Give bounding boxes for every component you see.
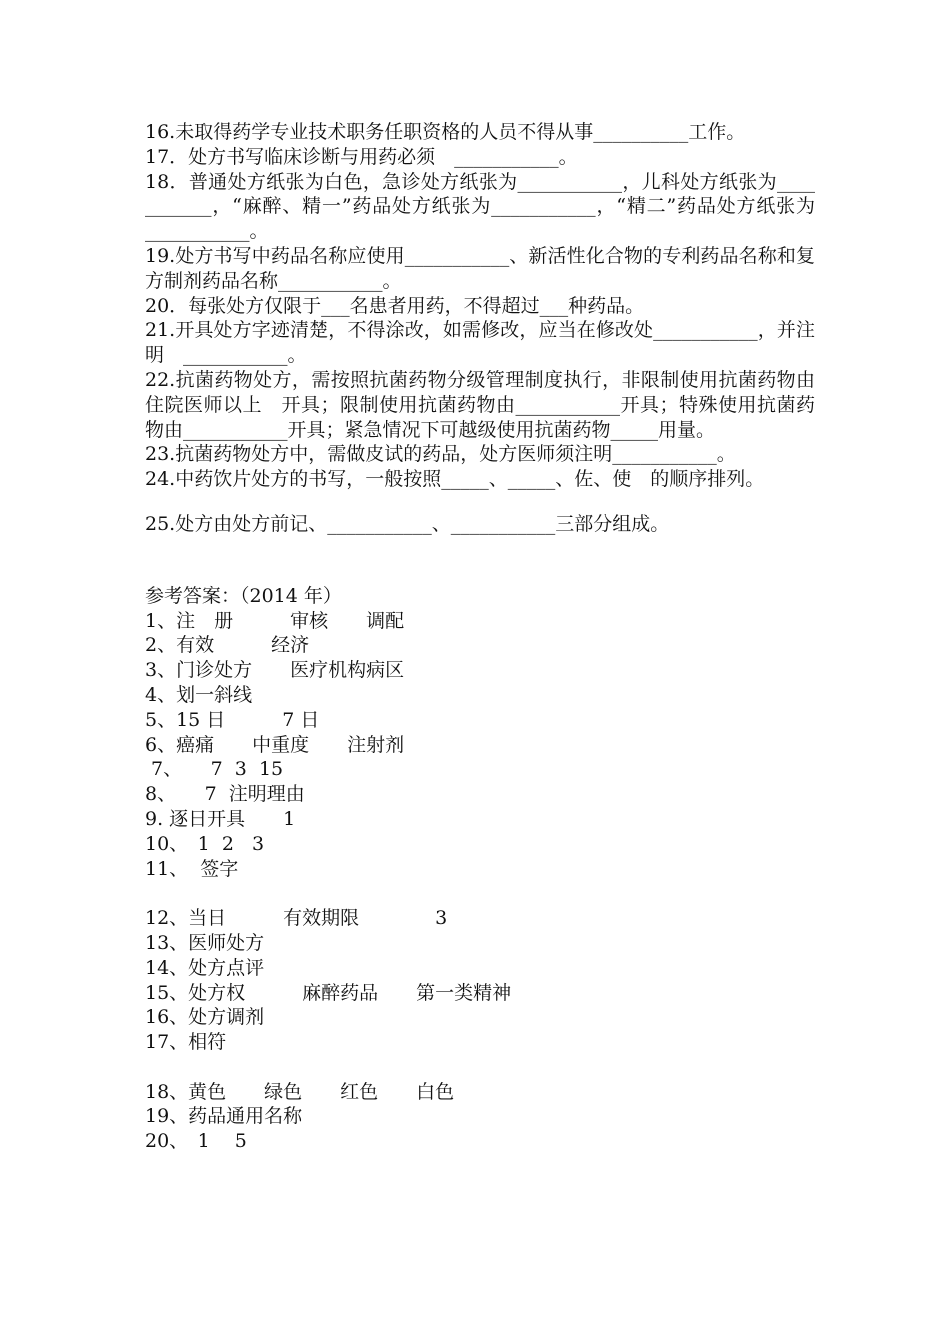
answer-line: 11、 签字 [145,857,239,880]
question-22: 22.抗菌药物处方，需按照抗菌药物分级管理制度执行，非限制使用抗菌药物由 住院医师以上 开具；限制使用抗菌药物由___________开具；特殊使用抗菌药物由___________开具；紧急情况下可越级使用抗菌药物_____用量。 [145,368,835,441]
answer-line: 8、 7 注明理由 [145,783,305,806]
spacer [145,492,815,512]
answer-line: 18、黄色 绿色 红色 白色 [145,1080,455,1103]
spacer [145,881,815,906]
question-25: 25.处方由处方前记、___________、___________三部分组成。 [145,512,670,535]
answer-key [145,584,815,1154]
answer-line: 14、处方点评 [145,956,265,979]
question-19: 19.处方书写中药品名称应使用___________、新活性化合物的专利药品名称和复方制剂药品名称___________。 [145,244,815,292]
spacer [145,537,815,584]
answer-line: 20、 1 5 [145,1130,247,1153]
answer-line: 7、 7 3 15 [145,758,284,781]
answer-line: 2、有效 经济 [145,634,310,657]
spacer [145,1055,815,1080]
answer-line: 9. 逐日开具 1 [145,807,296,830]
document-content [145,120,835,1154]
answer-line: 15、处方权 麻醉药品 第一类精神 [145,981,512,1004]
question-21: 21.开具处方字迹清楚，不得涂改，如需修改，应当在修改处___________，并注明 ___________。 [145,319,815,367]
answer-line: 19、药品通用名称 [145,1105,303,1128]
question-17: 17．处方书写临床诊断与用药必须 ___________。 [145,145,578,168]
answer-line: 13、医师处方 [145,931,265,954]
answer-line: 10、 1 2 3 [145,832,265,855]
answer-line: 3、门诊处方 医疗机构病区 [145,659,405,682]
answer-key-title: 参考答案：（2014 年） [145,584,342,607]
question-23: 23.抗菌药物处方中，需做皮试的药品，处方医师须注明___________。 [145,443,736,466]
question-16: 16.未取得药学专业技术职务任职资格的人员不得从事__________工作。 [145,121,746,143]
answer-line: 17、相符 [145,1031,227,1054]
question-24: 24.中药饮片处方的书写，一般按照_____、_____、佐、使 的顺序排列。 [145,468,765,491]
answer-line: 1、注 册 审核 调配 [145,609,405,632]
answer-line: 4、划一斜线 [145,683,253,706]
answer-line: 5、15 日 7 日 [145,708,320,731]
answer-line: 16、处方调剂 [145,1006,265,1029]
answer-line: 6、癌痛 中重度 注射剂 [145,733,405,756]
question-18: 18．普通处方纸张为白色，急诊处方纸张为___________，儿科处方纸张为___________，“麻醉、精一”药品处方纸张为___________，“精二”药品处方纸张为 ___________。 [145,170,835,243]
answer-line: 12、当日 有效期限 3 [145,907,448,930]
question-20: 20．每张处方仅限于___名患者用药，不得超过___种药品。 [145,294,645,317]
